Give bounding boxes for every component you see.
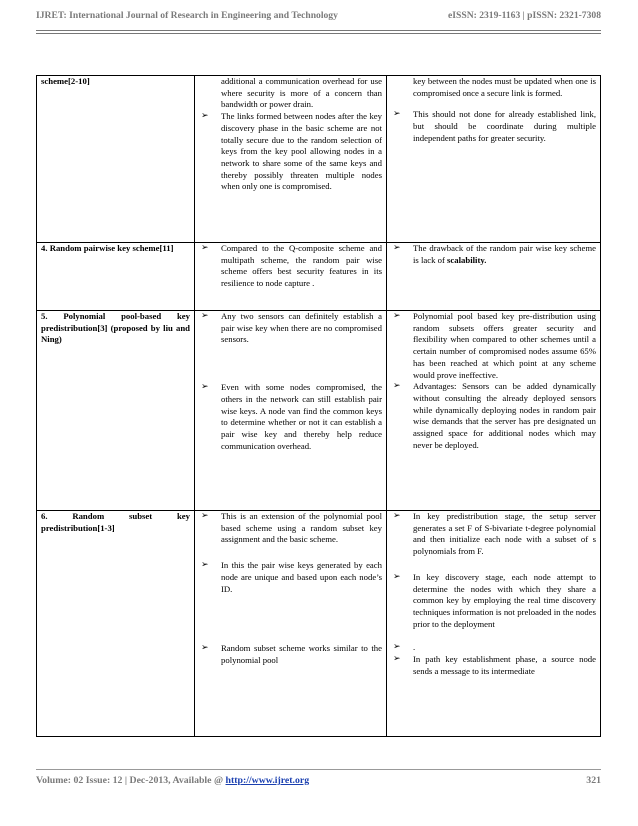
issn-info: eISSN: 2319-1163 | pISSN: 2321-7308 [448,10,601,21]
bullet-item: ➢ In path key establishment phase, a source node sends a message to its intermediate [391,654,596,677]
scheme-name: 6. Random subset key predistribution[1-3] [41,511,190,533]
advantages-cell [195,511,387,737]
cell-text: additional a communication overhead for use where security is more of a concern than bandwidth or power drain. [221,76,382,110]
drawback-keyword: scalability. [447,254,487,265]
bullet-item [391,243,596,266]
volume-text: Volume: 02 Issue: 12 | Dec-2013, Available @ [36,775,226,786]
header-rule-top [36,30,601,31]
comparison-table [36,75,601,737]
bullet-item: ➢ In this the pair wise keys generated by each node are unique and based upon each node’s ID. [199,560,382,595]
running-header [36,10,601,21]
bullet-item: ➢ Random subset scheme works similar to the polynomial pool [199,643,382,666]
footer-volume [36,775,309,786]
table-row [37,311,601,511]
scheme-name: 4. Random pairwise key scheme[11] [41,243,174,253]
scheme-name: 5. Polynomial pool-based key predistribution[3] (proposed by liu and Ning) [41,311,190,345]
bullet-item: ➢ In key predistribution stage, the setup server generates a set F of S-bivariate t-degree polynomial and then initialize each node with a subset of s polynomials from F. [391,511,596,558]
bullet-item: ➢ In key discovery stage, each node attempt to determine the nodes with which they share a common key by employing the real time discovery techniques information is not preloaded in the nodes prior to the deployment [391,572,596,631]
journal-title: IJRET: International Journal of Research in Engineering and Technology [36,10,338,21]
disadvantages-cell [387,243,601,311]
disadvantages-cell [387,311,601,511]
journal-link[interactable]: http://www.ijret.org [225,775,310,786]
table-row [37,76,601,243]
table-row [37,511,601,737]
cell-text: key between the nodes must be updated when one is compromised once a secure link is formed. [413,76,596,98]
advantages-cell [195,311,387,511]
page-number: 321 [586,775,601,786]
advantages-cell [195,243,387,311]
footer-rule [36,769,601,770]
bullet-item: ➢ This should not done for already established link, but should be coordinate during multiple independent paths for greater security. [391,109,596,144]
table-row [37,243,601,311]
scheme-name-cell [37,311,195,511]
bullet-item: ➢ The links formed between nodes after the key discovery phase in the basic scheme are not totally secure due to the random selection of keys from the key pool allowing nodes in a network to share some of the same keys and thereby possibly threaten multiple nodes when only one is compromised. [199,111,382,193]
page-footer [36,775,601,786]
bullet-item: ➢ Even with some nodes compromised, the others in the network can still establish pair wise keys. A node van find the common keys to determine whether or not it can establish a pair wise key and thereby help reduce communication overhead. [199,382,382,452]
bullet-item: ➢ This is an extension of the polynomial pool based scheme using a random subset key assignment and the basic scheme. [199,511,382,546]
scheme-name-cell [37,76,195,243]
scheme-name-cell [37,243,195,311]
bullet-item: ➢ Advantages: Sensors can be added dynamically without consulting the already deployed sensors while dynamically deploying nodes in random pair wise demands that the server has pre designated un assigned space for additional nodes which may never be deployed. [391,381,596,451]
advantages-cell [195,76,387,243]
drawback-text: The drawback of the random pair wise key scheme is lack of [413,243,596,265]
disadvantages-cell [387,511,601,737]
bullet-item: ➢ Compared to the Q-composite scheme and multipath scheme, the random pair wise scheme offers best security features in its resilience to node capture . [199,243,382,290]
disadvantages-cell [387,76,601,243]
bullet-item: ➢ Any two sensors can definitely establish a pair wise key when there are no compromised sensors. [199,311,382,346]
header-rule-bottom [36,33,601,34]
stray-dot: ➢ . [391,642,596,654]
scheme-name-cell [37,511,195,737]
bullet-item: ➢ Polynomial pool based key pre-distribution using random subsets offers greater security and flexibility when compared to other schemes until a certain number of compromised nodes assume 65% has been reached at which point at any scheme would prove ineffective. [391,311,596,381]
scheme-name: scheme[2-10] [41,76,90,86]
